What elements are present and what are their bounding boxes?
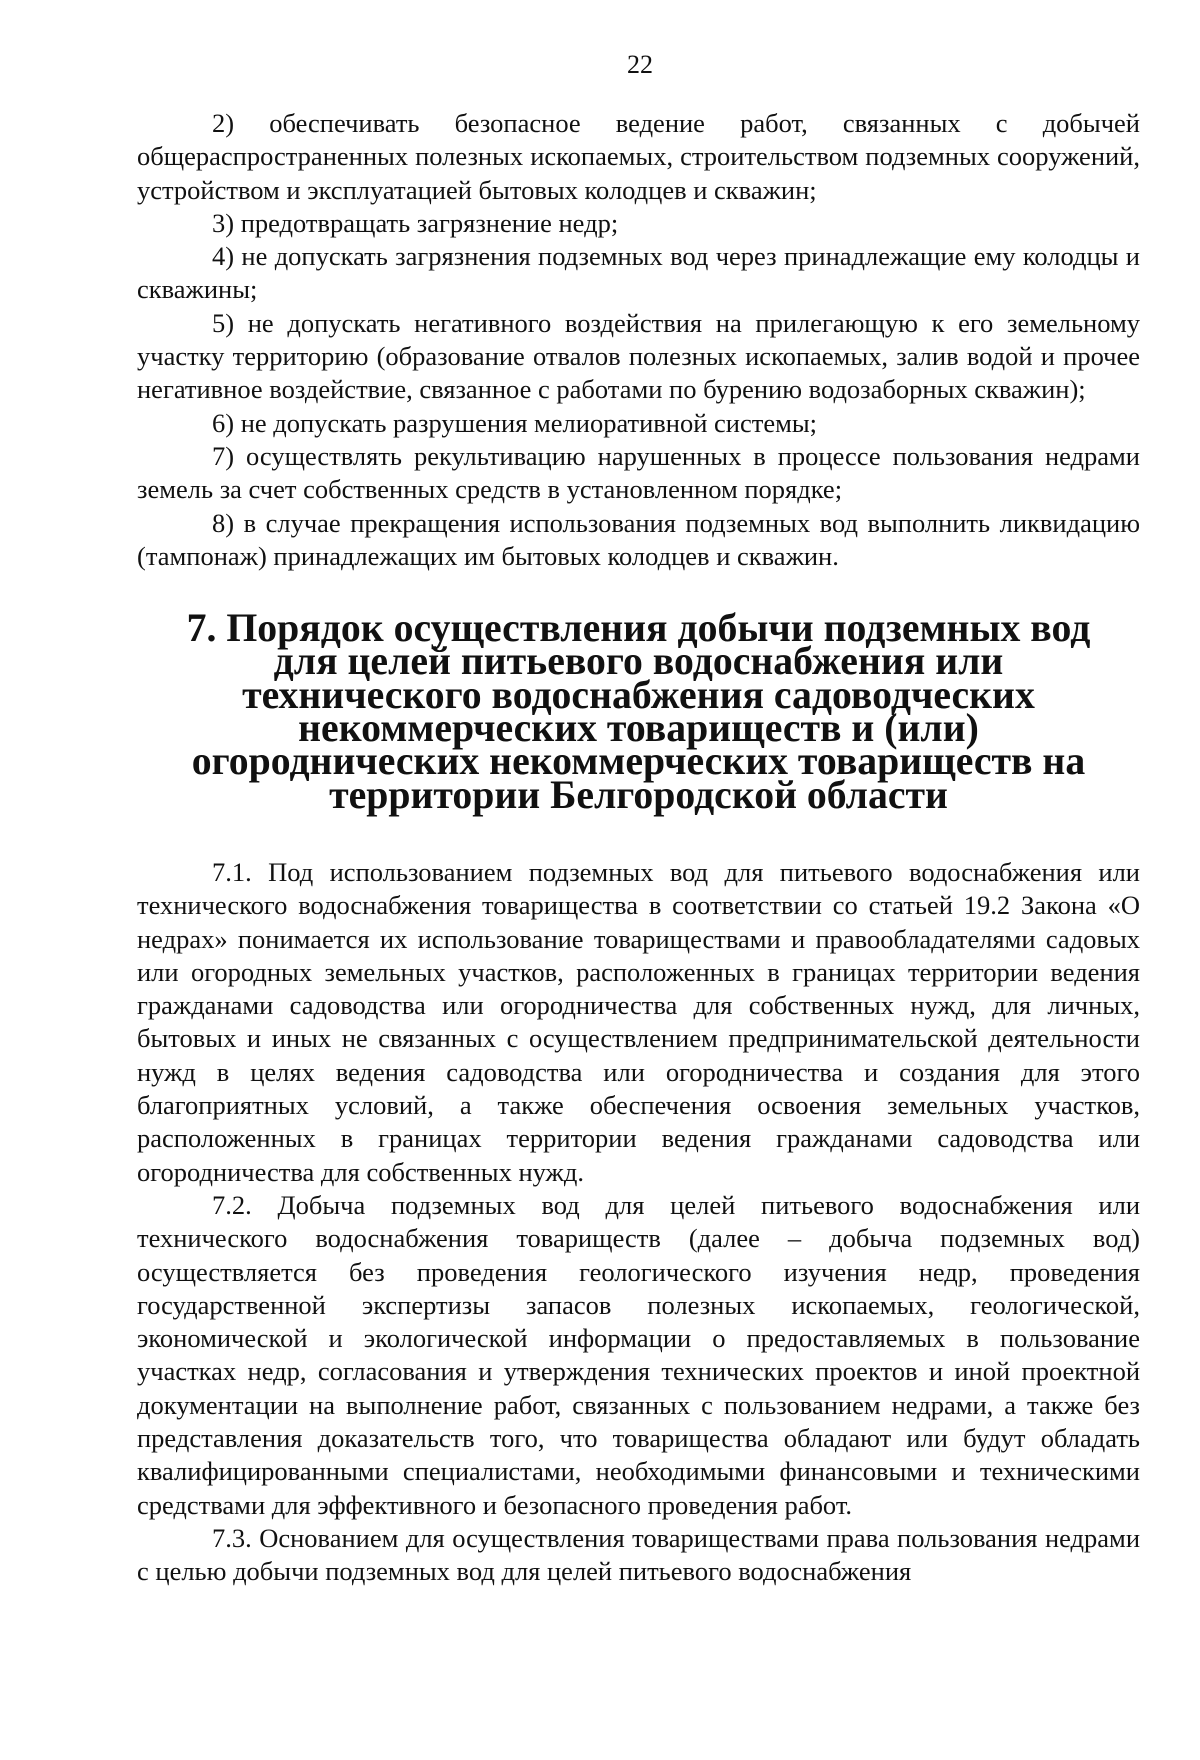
list-item-8: 8) в случае прекращения использования подземных вод выполнить ликвидацию (тампонаж) принадлежащих им бытовых колодцев и скважин. xyxy=(137,507,1140,571)
list-item-7: 7) осуществлять рекультивацию нарушенных в процессе пользования недрами земель за счет собственных средств в установленном порядке; xyxy=(137,440,1140,505)
list-item-2: 2) обеспечивать безопасное ведение работ, связанных с добычей общераспространенных полезных ископаемых, строительством подземных сооружений, устройством и эксплуатацией бытовых колодцев и скважин; xyxy=(137,108,1140,205)
list-item-6: 6) не допускать разрушения мелиоративной системы; xyxy=(212,407,818,438)
list-item-4: 4) не допускать загрязнения подземных вод через принадлежащие ему колодцы и скважины; xyxy=(137,241,1140,305)
clause-7-1: 7.1. Под использованием подземных вод для питьевого водоснабжения или технического водоснабжения товарищества в соответствии со статьей 19.2 Закона «О недрах» понимается их использование товариществами и правообладателями садовых или огородных земельных участков, расположенных в границах территории ведения гражданами садоводства или огородничества для собственных нужд, для личных, бытовых и иных не связанных с осуществлением предпринимательской деятельности нужд в целях ведения садоводства или огородничества и создания для этого благоприятных условий, а также обеспечения освоения земельных участков, расположенных в границах территории ведения гражданами садоводства или огородничества для собственных нужд. xyxy=(137,856,1140,1187)
document-body xyxy=(137,107,1140,1588)
clause-7-2: 7.2. Добыча подземных вод для целей питьевого водоснабжения или технического водоснабжения товариществ (далее – добыча подземных вод) осуществляется без проведения геологического изучения недр, проведения государственной экспертизы запасов полезных ископаемых, геологической, экономической и экологической информации о предоставляемых в пользование участках недр, согласования и утверждения технических проектов и иной проектной документации на выполнение работ, связанных с пользованием недрами, а также без представления доказательств того, что товарищества обладают или будут обладать квалифицированными специалистами, необходимыми финансовыми и техническими средствами для эффективного и безопасного проведения работ. xyxy=(137,1189,1140,1520)
section-heading: 7. Порядок осуществления добычи подземных вод для целей питьевого водоснабжения или технического водоснабжения садоводческих некоммерческих товариществ и (или) огороднических некоммерческих товариществ на территории Белгородской области xyxy=(186,606,1091,817)
page-number: 22 xyxy=(627,50,653,79)
clause-7-3: 7.3. Основанием для осуществления товариществами права пользования недрами с целью добычи подземных вод для целей питьевого водоснабжения xyxy=(137,1522,1140,1587)
list-item-3: 3) предотвращать загрязнение недр; xyxy=(212,207,619,238)
list-item-5: 5) не допускать негативного воздействия на прилегающую к его земельному участку территорию (образование отвалов полезных ископаемых, залив водой и прочее негативное воздействие, связанное с работами по бурению водозаборных скважин); xyxy=(137,307,1140,405)
